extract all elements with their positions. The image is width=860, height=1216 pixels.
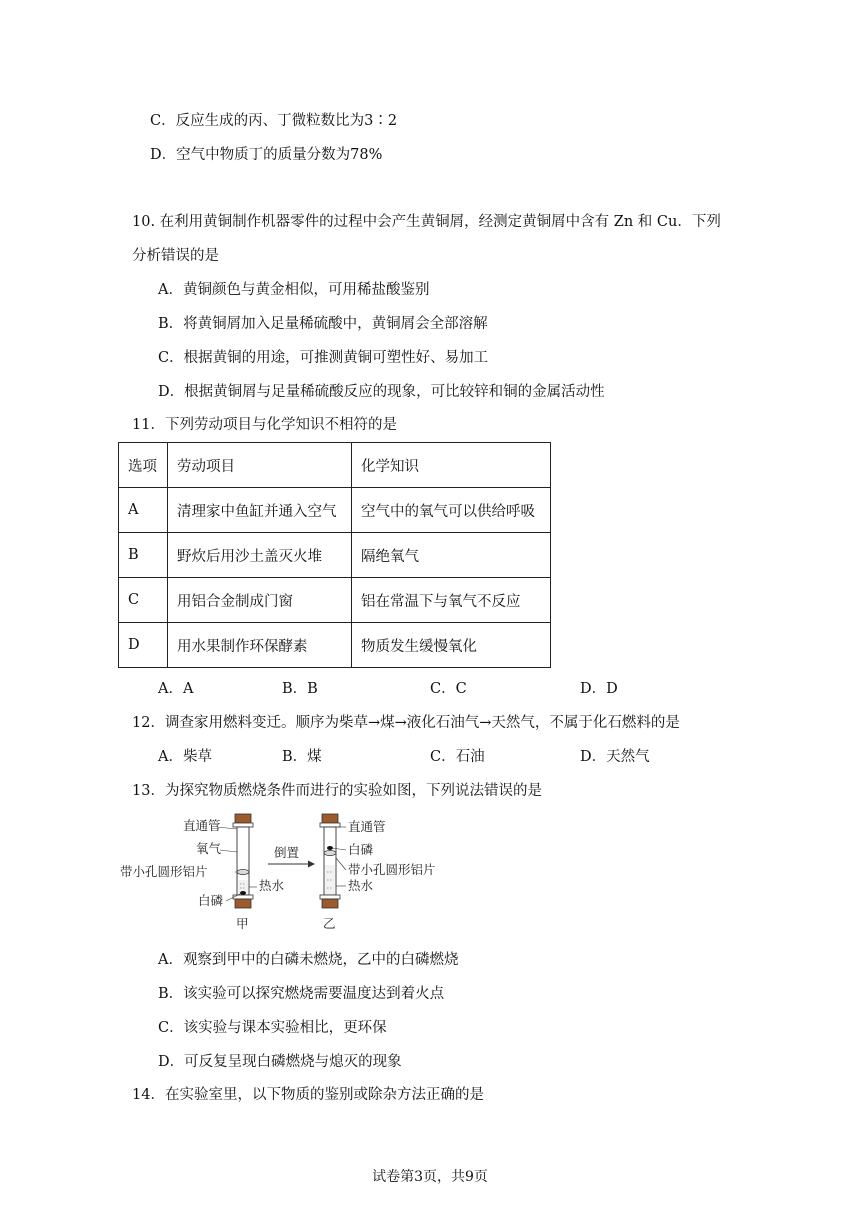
option-label: A． xyxy=(158,282,183,298)
q13-stem: 13．为探究物质燃烧条件而进行的实验如图，下列说法错误的是 xyxy=(132,783,542,799)
table-header-cell: 劳动项目 xyxy=(168,443,352,488)
stopper-bottom-icon xyxy=(322,899,338,908)
right-label-disc: 带小孔圆形铝片 xyxy=(348,862,436,877)
option-label: C． xyxy=(158,350,184,366)
table-cell: 空气中的氧气可以供给呼吸 xyxy=(352,488,551,533)
q10-option-d xyxy=(158,382,605,402)
aluminum-disc-icon xyxy=(237,869,249,874)
option-text: 该实验与课本实验相比，更环保 xyxy=(183,1020,387,1036)
q10-stem-line1: 10. 在利用黄铜制作机器零件的过程中会产生黄铜屑，经测定黄铜屑中含有 Zn 和 Cu．下列 xyxy=(132,214,721,230)
q12-option-a: A．柴草 xyxy=(158,749,212,765)
q9-option-d xyxy=(150,145,382,165)
right-label-hot-water: 热水 xyxy=(348,878,374,893)
table-cell: 隔绝氧气 xyxy=(352,533,551,578)
option-label: D． xyxy=(150,147,177,163)
table-row xyxy=(119,488,551,533)
option-text: 黄铜颜色与黄金相似，可用稀盐酸鉴别 xyxy=(182,282,430,298)
right-label-tube: 直通管 xyxy=(348,819,386,834)
table-header-row xyxy=(119,443,551,488)
q11-stem: 11．下列劳动项目与化学知识不相符的是 xyxy=(132,417,397,433)
q12-option-d: D．天然气 xyxy=(580,749,650,765)
q10-option-c xyxy=(158,348,488,368)
q11-table xyxy=(118,442,551,668)
left-label-disc: 带小孔圆形铝片 xyxy=(120,864,208,879)
table-header-cell: 化学知识 xyxy=(352,443,551,488)
stopper-top-icon xyxy=(322,814,338,823)
q13-option-a xyxy=(158,950,458,970)
q13-experiment-figure xyxy=(116,810,466,935)
option-text: 根据黄铜屑与足量稀硫酸反应的现象，可比较锌和铜的金属活动性 xyxy=(184,384,605,400)
option-label: C． xyxy=(158,1020,184,1036)
table-header-cell: 选项 xyxy=(119,443,168,488)
q11-option-d: D．D xyxy=(580,681,618,697)
option-text: 可反复呈现白磷燃烧与熄灭的现象 xyxy=(184,1054,402,1070)
q12-option-b: B．煤 xyxy=(282,749,322,765)
aluminum-disc-icon xyxy=(324,850,336,855)
option-label: D． xyxy=(158,1054,185,1070)
left-label-tube: 直通管 xyxy=(183,818,221,833)
option-label: A． xyxy=(158,952,183,968)
table-cell: C xyxy=(119,578,168,623)
table-row xyxy=(119,533,551,578)
table-cell: 野炊后用沙土盖灭火堆 xyxy=(168,533,352,578)
caption-jia: 甲 xyxy=(236,916,249,931)
stopper-top-icon xyxy=(235,814,251,823)
table-row xyxy=(119,623,551,668)
table-cell: 用铝合金制成门窗 xyxy=(168,578,352,623)
arrow-label: 倒置 xyxy=(274,845,300,860)
stopper-bottom-icon xyxy=(235,899,251,908)
table-cell: D xyxy=(119,623,168,668)
q11-option-c: C．C xyxy=(430,681,467,697)
option-label: B． xyxy=(158,986,184,1002)
table-cell: 铝在常温下与氧气不反应 xyxy=(352,578,551,623)
table-cell: B xyxy=(119,533,168,578)
table-cell: 用水果制作环保酵素 xyxy=(168,623,352,668)
caption-yi: 乙 xyxy=(323,916,336,931)
option-text: 空气中物质丁的质量分数为78% xyxy=(176,147,383,163)
option-label: C． xyxy=(150,113,176,129)
q10-option-a xyxy=(158,280,429,300)
option-text: 将黄铜屑加入足量稀硫酸中，黄铜屑会全部溶解 xyxy=(183,316,488,332)
left-label-phosphorus: 白磷 xyxy=(198,893,224,908)
q11-option-b: B．B xyxy=(282,681,318,697)
q11-option-a: A．A xyxy=(158,681,194,697)
q14-stem: 14．在实验室里，以下物质的鉴别或除杂方法正确的是 xyxy=(132,1087,484,1103)
option-label: D． xyxy=(158,384,185,400)
q10-stem-line2: 分析错误的是 xyxy=(132,248,219,264)
left-label-hot-water: 热水 xyxy=(259,878,285,893)
q10-option-b xyxy=(158,314,488,334)
right-tube-apparatus xyxy=(320,814,346,908)
q12-stem: 12．调查家用燃料变迁。顺序为柴草→煤→液化石油气→天然气，不属于化石燃料的是 xyxy=(132,715,680,731)
page-footer: 试卷第3页，共9页 xyxy=(372,1169,488,1185)
option-text: 该实验可以探究燃烧需要温度达到着火点 xyxy=(183,986,445,1002)
q13-option-c xyxy=(158,1018,387,1038)
white-phosphorus-icon xyxy=(240,891,246,895)
q13-option-b xyxy=(158,984,444,1004)
option-text: 观察到甲中的白磷未燃烧，乙中的白磷燃烧 xyxy=(182,952,459,968)
left-label-oxygen: 氧气 xyxy=(196,841,222,856)
q13-option-d xyxy=(158,1052,402,1072)
table-cell: A xyxy=(119,488,168,533)
arrow-icon xyxy=(268,861,315,868)
option-text: 根据黄铜的用途，可推测黄铜可塑性好、易加工 xyxy=(183,350,489,366)
right-label-phosphorus: 白磷 xyxy=(348,842,374,857)
table-cell: 清理家中鱼缸并通入空气 xyxy=(168,488,352,533)
q12-option-c: C．石油 xyxy=(430,749,485,765)
hot-water-icon xyxy=(325,865,335,894)
table-row xyxy=(119,578,551,623)
option-text: 反应生成的丙、丁微粒数比为3∶2 xyxy=(175,113,398,129)
table-cell: 物质发生缓慢氧化 xyxy=(352,623,551,668)
q9-option-c xyxy=(150,111,397,131)
option-label: B． xyxy=(158,316,184,332)
